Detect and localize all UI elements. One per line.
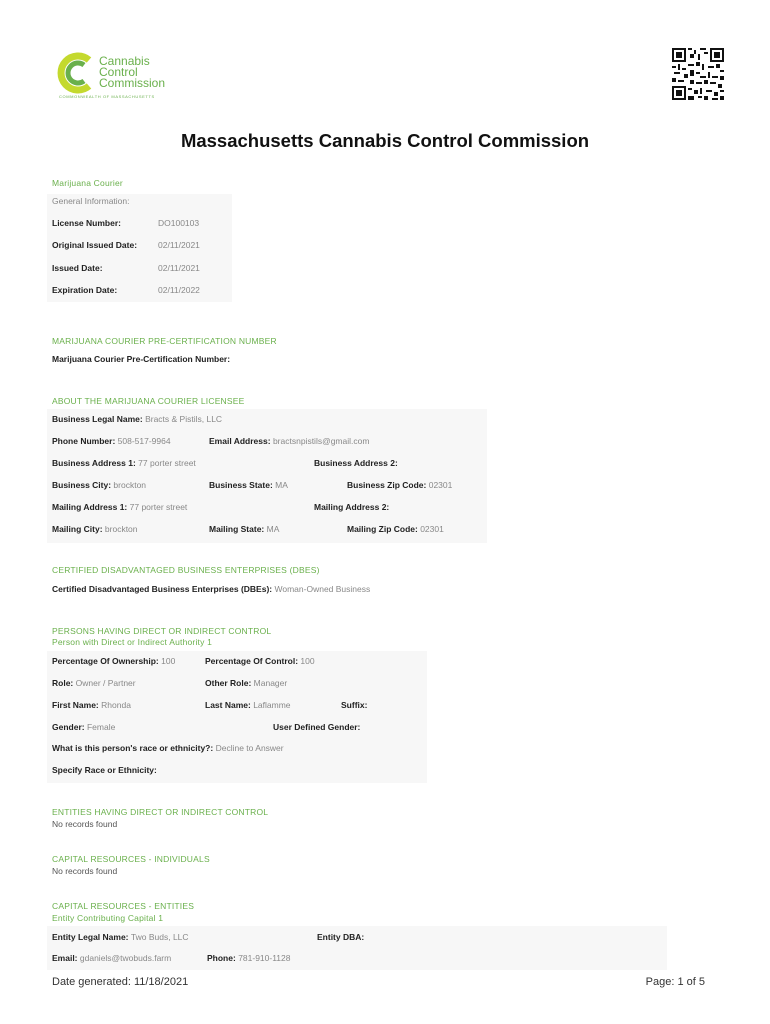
race-ethnicity-value: Decline to Answer (215, 743, 284, 753)
ownership-percentage-field: Percentage Of Ownership: 100 (52, 656, 176, 666)
role-value: Owner / Partner (75, 678, 136, 688)
mailing-zip-value: 02301 (420, 524, 444, 534)
phone-number-value: 508-517-9964 (117, 436, 171, 446)
capital-entities-heading: CAPITAL RESOURCES - ENTITIES (52, 901, 195, 911)
page-title: Massachusetts Cannabis Control Commission (180, 130, 590, 151)
role-field: Role: Owner / Partner (52, 678, 136, 688)
entity-legal-name-field: Entity Legal Name: Two Buds, LLC (52, 932, 189, 942)
logo-line-1: Cannabis (99, 54, 150, 68)
dbe-heading: CERTIFIED DISADVANTAGED BUSINESS ENTERPRISES (DBES) (52, 565, 320, 575)
mailing-zip-field: Mailing Zip Code: 02301 (347, 524, 444, 534)
business-state-value: MA (275, 480, 288, 490)
email-address-value: bractsnpistils@gmail.com (272, 436, 370, 446)
logo-subtitle: COMMONWEALTH OF MASSACHUSETTS (59, 94, 155, 99)
dbe-value: Woman-Owned Business (274, 584, 371, 594)
phone-number-field: Phone Number: 508-517-9964 (52, 436, 171, 446)
mailing-state-field: Mailing State: MA (209, 524, 280, 534)
entity-dba-label: Entity DBA: (317, 932, 365, 942)
specify-race-label: Specify Race or Ethnicity: (52, 765, 157, 775)
first-name-value: Rhonda (101, 700, 131, 710)
license-number-label: License Number: (52, 218, 121, 228)
mailing-city-value: brockton (104, 524, 138, 534)
entities-control-heading: ENTITIES HAVING DIRECT OR INDIRECT CONTROL (52, 807, 269, 817)
entity-phone-field: Phone: 781-910-1128 (207, 953, 291, 963)
gender-field: Gender: Female (52, 722, 116, 732)
license-number-value: DO100103 (158, 218, 200, 228)
entities-no-records: No records found (52, 819, 118, 829)
business-zip-value: 02301 (428, 480, 453, 490)
entity-email-value: gdaniels@twobuds.farm (79, 953, 172, 963)
logo-line-2: Control (99, 65, 138, 79)
business-zip-field: Business Zip Code: 02301 (347, 480, 453, 490)
suffix-label: Suffix: (341, 700, 368, 710)
email-address-field: Email Address: bractsnpistils@gmail.com (209, 436, 370, 446)
mailing-address-1-value: 77 porter street (129, 502, 188, 512)
other-role-field: Other Role: Manager (205, 678, 288, 688)
entity-phone-value: 781-910-1128 (238, 953, 291, 963)
business-legal-name-value: Bracts & Pistils, LLC (145, 414, 223, 424)
original-issued-date-value: 02/11/2021 (158, 240, 200, 250)
persons-control-heading: PERSONS HAVING DIRECT OR INDIRECT CONTROL (52, 626, 272, 636)
business-city-value: brockton (113, 480, 147, 490)
other-role-value: Manager (253, 678, 288, 688)
last-name-field: Last Name: Laflamme (205, 700, 291, 710)
expiration-date-label: Expiration Date: (52, 285, 118, 295)
entity-legal-name-value: Two Buds, LLC (130, 932, 189, 942)
mailing-state-value: MA (266, 524, 280, 534)
dbe-field: Certified Disadvantaged Business Enterprises (DBEs): Woman-Owned Business (52, 584, 371, 594)
entity-contributing-subheading: Entity Contributing Capital 1 (52, 913, 164, 923)
person-panel (47, 651, 427, 783)
precert-number-label: Marijuana Courier Pre-Certification Number: (52, 354, 231, 364)
business-state-field: Business State: MA (209, 480, 288, 490)
date-generated: Date generated: 11/18/2021 (52, 976, 189, 988)
control-percentage-field: Percentage Of Control: 100 (205, 656, 315, 666)
user-defined-gender-label: User Defined Gender: (273, 722, 361, 732)
business-address-1-value: 77 porter street (138, 458, 196, 468)
logo-mark-icon (53, 52, 99, 94)
original-issued-date-label: Original Issued Date: (52, 240, 138, 250)
entity-email-field: Email: gdaniels@twobuds.farm (52, 953, 172, 963)
page-number: Page: 1 of 5 (645, 976, 705, 988)
mailing-city-field: Mailing City: brockton (52, 524, 138, 534)
business-legal-name-field: Business Legal Name: Bracts & Pistils, LLC (52, 414, 223, 424)
expiration-date-value: 02/11/2022 (158, 285, 200, 295)
gender-value: Female (86, 722, 116, 732)
mailing-address-2-label: Mailing Address 2: (314, 502, 390, 512)
commission-logo (53, 52, 183, 98)
business-address-2-label: Business Address 2: (314, 458, 398, 468)
qr-code-icon (672, 48, 724, 100)
capital-individuals-heading: CAPITAL RESOURCES - INDIVIDUALS (52, 854, 210, 864)
mailing-address-1-field: Mailing Address 1: 77 porter street (52, 502, 188, 512)
logo-line-3: Commission (99, 76, 166, 90)
general-info-heading: General Information: (52, 196, 130, 206)
license-type: Marijuana Courier (52, 178, 123, 188)
last-name-value: Laflamme (253, 700, 291, 710)
business-address-1-field: Business Address 1: 77 porter street (52, 458, 196, 468)
issued-date-label: Issued Date: (52, 263, 103, 273)
about-licensee-heading: ABOUT THE MARIJUANA COURIER LICENSEE (52, 396, 245, 406)
issued-date-value: 02/11/2021 (158, 263, 200, 273)
control-percentage-value: 100 (300, 656, 315, 666)
person-authority-subheading: Person with Direct or Indirect Authority 1 (52, 637, 213, 647)
race-ethnicity-field: What is this person's race or ethnicity?: Decline to Answer (52, 743, 284, 753)
ownership-percentage-value: 100 (161, 656, 176, 666)
about-licensee-panel (47, 409, 487, 543)
capital-individuals-no-records: No records found (52, 866, 118, 876)
business-city-field: Business City: brockton (52, 480, 147, 490)
first-name-field: First Name: Rhonda (52, 700, 131, 710)
precert-heading: MARIJUANA COURIER PRE-CERTIFICATION NUMBER (52, 336, 277, 346)
